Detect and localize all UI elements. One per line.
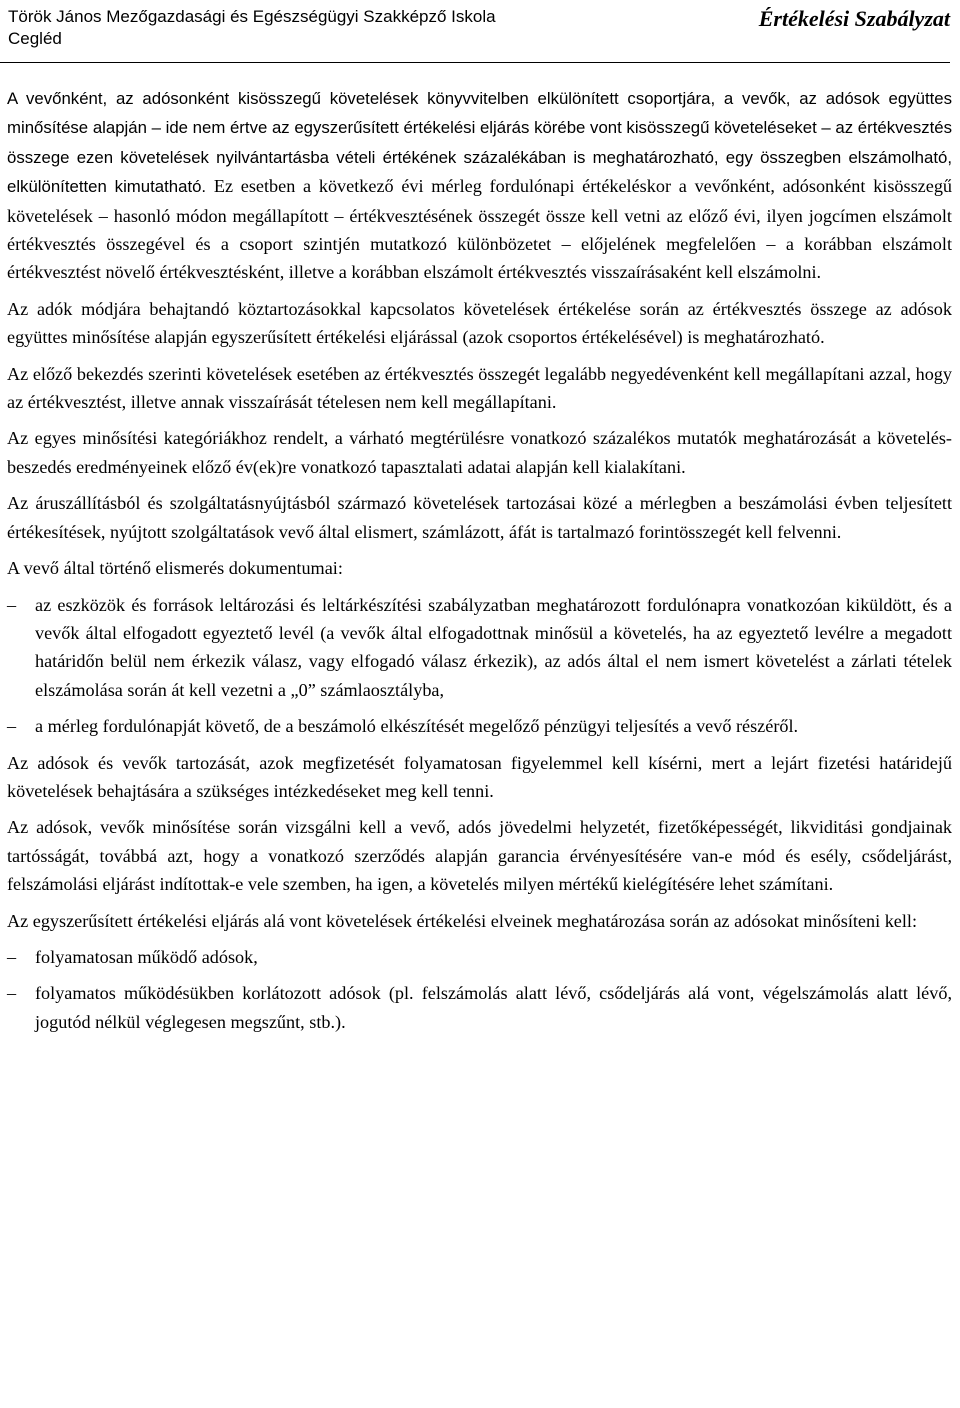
paragraph-1-serif: Ez esetben a következő évi mérleg fordulónapi értékeléskor a vevőnként, adósonként kisösszegű követelések – hasonló módon megállapított – értékvesztésének összegét össze kell vetni az előző évi, ilyen jogcímen elszámolt értékvesztés összegével és a csoport szintjén mutatkozó különbözetet – előjelének megfelelően – a korábban elszámolt értékvesztést növelő értékvesztésként, illetve a korábban elszámolt értékvesztés visszaírásaként kell elszámolni. — [7, 176, 953, 283]
list-item: – folyamatos működésükben korlátozott adósok (pl. felszámolás alatt lévő, csődeljárás alá vont, végelszámolás alatt lévő, jogutód nélkül véglegesen megszűnt, stb.). — [7, 979, 952, 1036]
list-item: – az eszközök és források leltározási és leltárkészítési szabályzatban meghatározott fordulónapra vonatkozóan kiküldött, és a vevők által elfogadott egyeztető levél (a vevők által elfogadottnak minősül a követelés, ha az egyeztető levélre a megadott határidőn belül nem érkezik válasz, vagy elfogadó válasz érkezik), az adós által el nem ismert követelést a zárlati tételek elszámolása során át kell vezetni a „0” számlaosztályba, — [7, 591, 952, 705]
paragraph-9: Az egyszerűsített értékelési eljárás alá vont követelések értékelési elveinek meghatározása során az adósokat minősíteni kell: — [7, 910, 918, 931]
header-rule — [0, 62, 950, 63]
list-item: – a mérleg fordulónapját követő, de a beszámoló elkészítését megelőző pénzügyi teljesítés a vevő részéről. — [7, 712, 952, 740]
paragraph-7: Az adósok és vevők tartozását, azok megfizetését folyamatosan figyelemmel kell kísérni, mert a lejárt fizetési határidejű követelések behajtására a szükséges intézkedéseket meg kell tenni. — [7, 752, 952, 801]
paragraph-8: Az adósok, vevők minősítése során vizsgálni kell a vevő, adós jövedelmi helyzetét, fizetőképességét, likviditási gondjainak tartósságát, továbbá azt, hogy a vonatkozó szerződés alapján garancia érvényesítésére van-e mód és esély, csődeljárást, felszámolási eljárást indítottak-e vele szemben, ha igen, a követelés milyen mértékű kielégítésére lehet számítani. — [7, 817, 952, 895]
paragraph-1-sans: A vevőnként, az adósonként kisösszegű követelések könyvvitelben elkülönített csoportjára, a vevők, az adósok együttes minősítése alapján – ide nem értve az egyszerűsített értékelési eljárás körébe vont kisösszegű követeléseket – az értékvesztés összege ezen követelések nyilvántartásba vételi értékének százalékában is meghatározható, egy összegben elszámolható, elkülönítetten kimutatható. — [7, 89, 952, 197]
paragraph-6: A vevő által történő elismerés dokumentumai: — [7, 558, 343, 579]
paragraph-3: Az előző bekezdés szerinti követelések esetében az értékvesztés összegét legalább negyedévenként kell megállapítani azzal, hogy az értékvesztést, illetve annak visszaírását tételesen nem kell megállapítani. — [7, 363, 952, 413]
paragraph-2: Az adók módjára behajtandó köztartozásokkal kapcsolatos követelések értékelése során az értékvesztés összege az adósok együttes minősítése alapján egyszerűsített értékelési eljárással (azok csoportos értékelésével) is meghatározható. — [7, 298, 952, 348]
org-city: Cegléd — [8, 29, 62, 48]
header-organization — [8, 6, 496, 50]
debtor-category-list — [7, 943, 952, 1036]
document-body — [7, 84, 952, 1044]
page-header — [8, 4, 950, 56]
list-item: – folyamatosan működő adósok, — [7, 943, 952, 971]
paragraph-1 — [7, 84, 952, 287]
document-title: Értékelési Szabályzat — [758, 6, 950, 31]
paragraph-4: Az egyes minősítési kategóriákhoz rendelt, a várható megtérülésre vonatkozó százalékos mutatók meghatározását a követelés-beszedés eredményeinek előző év(ek)re vonatkozó tapasztalati adatai alapján kell kialakítani. — [7, 428, 952, 477]
org-name: Török János Mezőgazdasági és Egészségügyi Szakképző Iskola — [8, 7, 496, 26]
acknowledgement-list — [7, 591, 952, 741]
paragraph-5: Az áruszállításból és szolgáltatásnyújtásból származó követelések tartozásai közé a mérlegben a beszámolási évben teljesített értékesítések, nyújtott szolgáltatások vevő által elismert, számlázott, áfát is tartalmazó forintösszegét kell felvenni. — [7, 493, 952, 542]
